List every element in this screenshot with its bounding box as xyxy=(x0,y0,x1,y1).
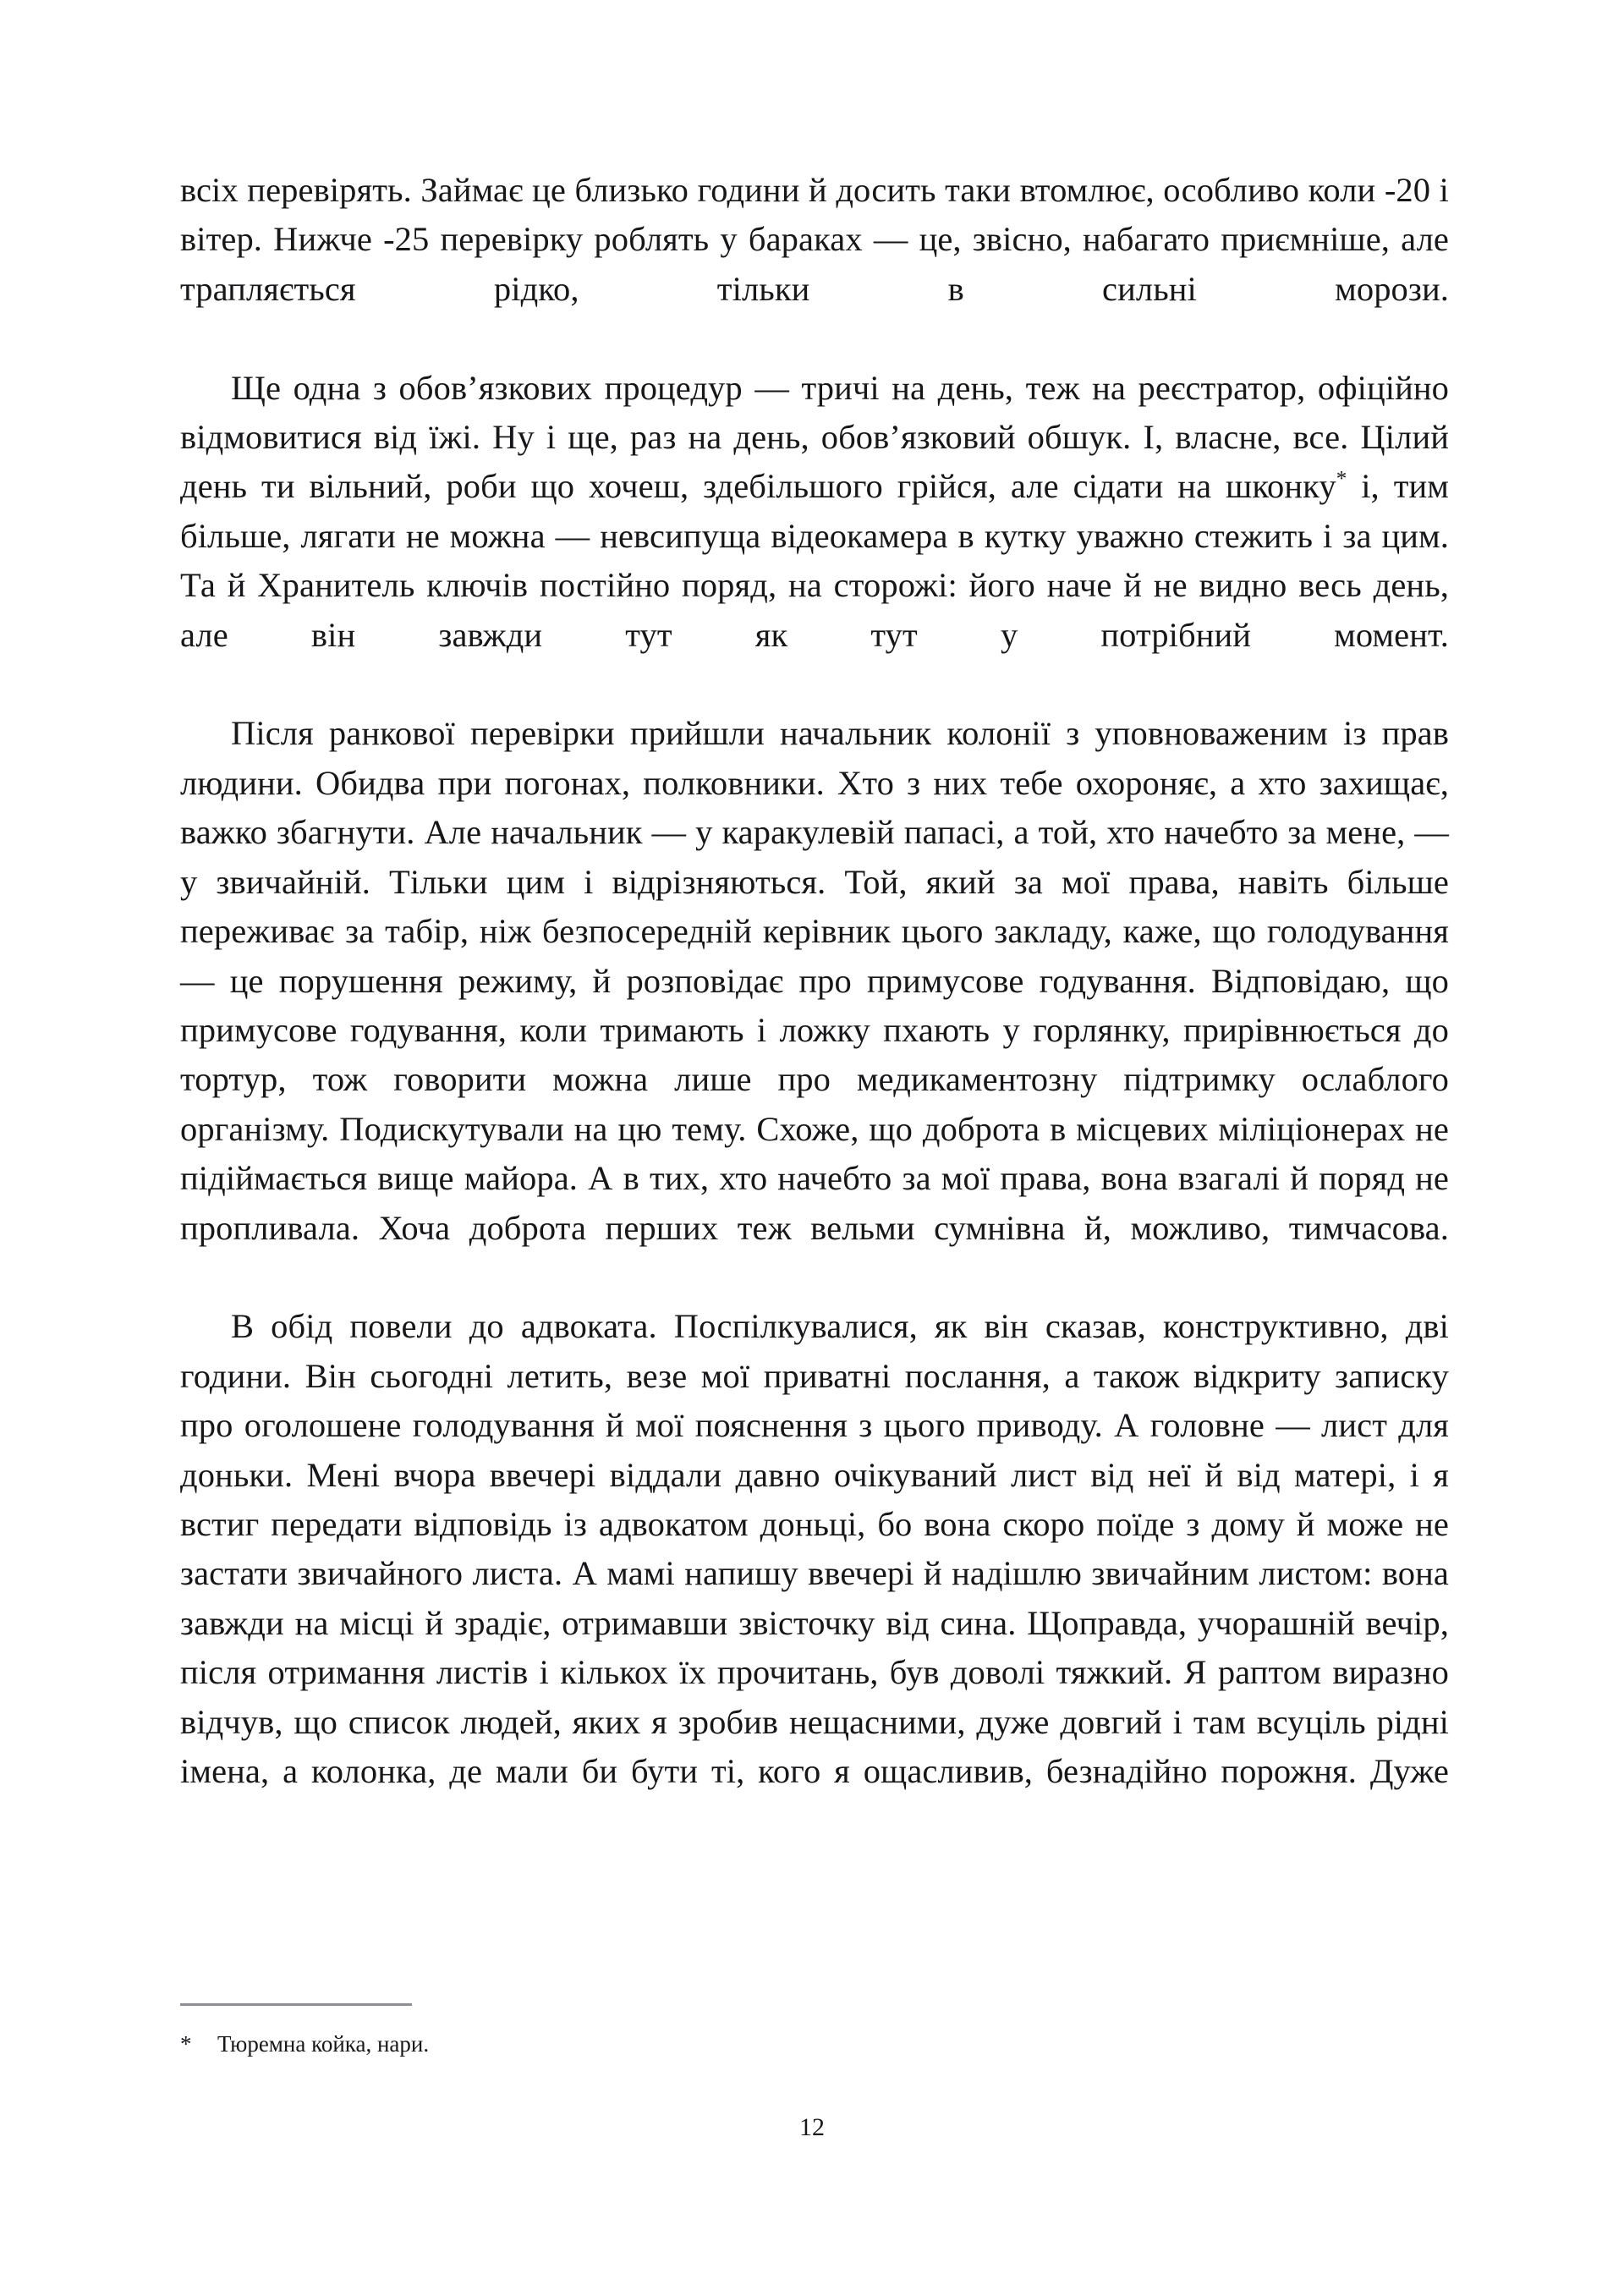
paragraph-2-before-footnote: Ще одна з обов’язкових процедур — тричі на день, теж на реєстратор, офіційно відмовитися від їжі. Ну і ще, раз на день, обов’язковий обшук. І, власне, все. Цілий день ти вільний, роби що хочеш, здебільшого грійся, але сідати на шконку xyxy=(180,368,1449,506)
paragraph-2-after-footnote: і, тим більше, лягати не можна — невсипуща відеокамера в кутку уважно стежить і за цим. Та й Хранитель ключів постійно поряд, на сторожі: його наче й не видно весь день, але він завжди тут як тут у потрібний момент. xyxy=(180,467,1449,654)
paragraph-1: всіх перевірять. Займає це близько години й досить таки втомлює, особливо коли -20 і вітер. Нижче -25 перевірку роблять у бараках — це, звісно, набагато приємніше, але трапляється рідко, тільки в сильні морози. xyxy=(180,171,1449,308)
footnote-text: Тюремна койка, нари. xyxy=(217,2031,430,2057)
paragraph-4: В обід повели до адвоката. Поспілкувалися, як він сказав, конструктивно, дві години. Він сьогодні летить, везе мої приватні послання, а також відкриту записку про оголошене голодування й мої пояснення з цього приводу. А головне — лист для доньки. Мені вчора ввечері віддали давно очікуваний лист від неї й від матері, і я встиг передати відповідь із адвокатом доньці, бо вона скоро поїде з дому й може не застати звичайного листа. А мамі напишу ввечері й надішлю звичайним листом: вона завжди на місці й зрадіє, отримавши звісточку від сина. Щоправда, учорашній вечір, після отримання листів і кількох їх прочитань, був доволі тяжкий. Я раптом виразно відчув, що список людей, яких я зробив нещасними, дуже довгий і там всуціль рідні імена, а колонка, де мали би бути ті, кого я ощасливив, безнадійно порожня. Дуже xyxy=(180,1307,1449,1790)
footnote-separator-rule xyxy=(180,2003,412,2006)
paragraph-3: Після ранкової перевірки прийшли начальник колонії з уповноваженим із прав людини. Обидва при погонах, полковники. Хто з них тебе охороняє, а хто захищає, важко збагнути. Але начальник — у каракулевій папасі, а той, хто начебто за мене, — у звичайній. Тільки цим і відрізняються. Той, який за мої права, навіть більше переживає за табір, ніж безпосередній керівник цього закладу, каже, що голодування — це порушення режиму, й розповідає про примусове годування. Відповідаю, що примусове годування, коли тримають і ложку пхають у горлянку, прирівнюється до тортур, тож говорити можна лише про медикаментозну підтримку ослаблого організму. Подискутували на цю тему. Схоже, що доброта в місцевих міліціонерах не підіймається вище майора. А в тих, хто начебто за мої права, вона взагалі й поряд не пропливала. Хоча доброта перших теж вельми сумнівна й, можливо, тимчасова. xyxy=(180,714,1449,1247)
paragraph-2 xyxy=(180,364,1449,710)
footnote-area xyxy=(180,2003,1449,2060)
footnote-marker: * xyxy=(180,2031,192,2057)
body-text-block xyxy=(180,166,1449,1846)
footnote-reference-marker: * xyxy=(1336,467,1347,491)
footnote-item xyxy=(180,2028,1449,2060)
page-number: 12 xyxy=(799,2113,825,2141)
